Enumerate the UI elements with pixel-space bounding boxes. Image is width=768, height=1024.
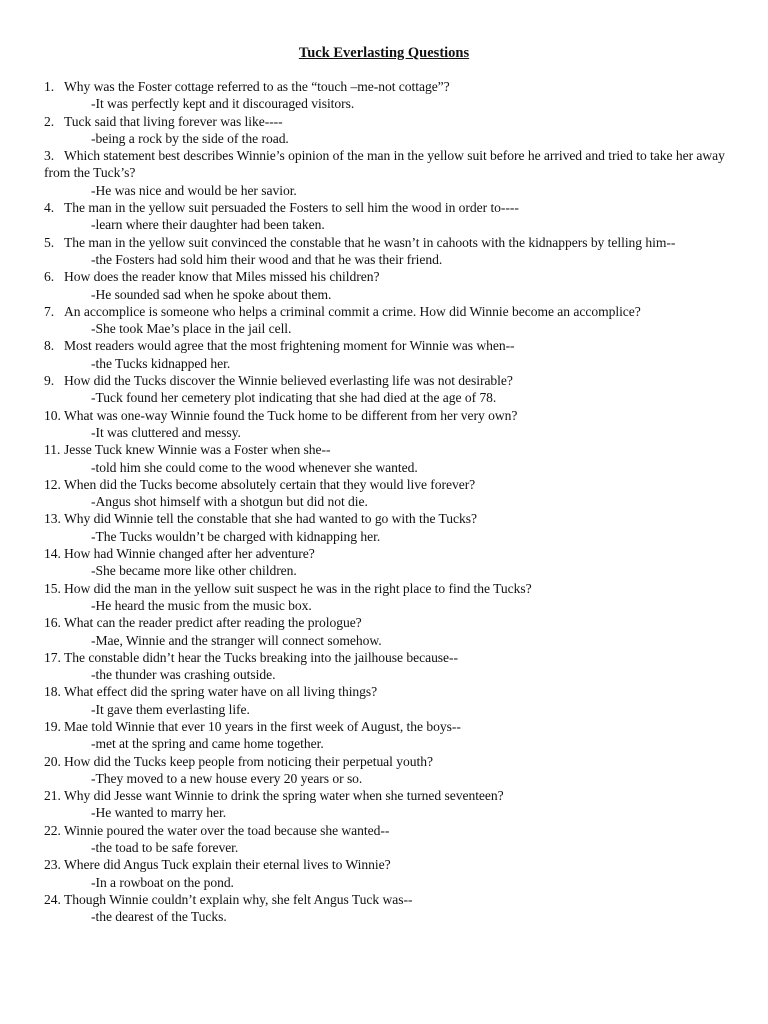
question-body: How did the Tucks keep people from noticing their perpetual youth?	[64, 753, 433, 769]
question-item	[44, 476, 734, 511]
answer-text: -the toad to be safe forever.	[91, 840, 239, 856]
question-number: 21.	[44, 788, 61, 804]
question-body: What effect did the spring water have on all living things?	[64, 684, 378, 700]
question-number: 9.	[44, 373, 55, 389]
question-text	[44, 78, 734, 95]
question-body: Where did Angus Tuck explain their eternal lives to Winnie?	[64, 857, 391, 873]
question-body: When did the Tucks become absolutely certain that they would live forever?	[64, 476, 476, 492]
answer-text: -met at the spring and came home together.	[91, 736, 324, 752]
question-item	[44, 234, 734, 269]
answer-text: -being a rock by the side of the road.	[91, 130, 289, 146]
question-list	[44, 78, 734, 926]
question-body: Tuck said that living forever was like----	[64, 113, 283, 129]
question-number: 19.	[44, 718, 61, 734]
question-text	[44, 407, 734, 424]
answer-text: -He sounded sad when he spoke about them.	[91, 286, 332, 302]
question-number: 22.	[44, 822, 61, 838]
question-body: Why did Winnie tell the constable that she had wanted to go with the Tucks?	[64, 511, 478, 527]
question-item	[44, 753, 734, 788]
question-number: 13.	[44, 511, 61, 527]
question-body: What was one-way Winnie found the Tuck home to be different from her very own?	[64, 407, 518, 423]
question-number: 4.	[44, 200, 55, 216]
question-body: Why did Jesse want Winnie to drink the spring water when she turned seventeen?	[64, 788, 504, 804]
question-item	[44, 649, 734, 684]
question-body: How had Winnie changed after her adventure?	[64, 546, 315, 562]
question-item	[44, 337, 734, 372]
question-item	[44, 441, 734, 476]
question-text	[44, 147, 734, 182]
question-item	[44, 113, 734, 148]
question-item	[44, 856, 734, 891]
question-number: 24.	[44, 891, 61, 907]
question-text	[44, 580, 734, 597]
question-number: 1.	[44, 79, 55, 94]
question-body: Jesse Tuck knew Winnie was a Foster when she--	[64, 442, 331, 458]
question-body: The constable didn’t hear the Tucks breaking into the jailhouse because--	[64, 649, 458, 665]
question-body: Mae told Winnie that ever 10 years in the first week of August, the boys--	[64, 718, 461, 734]
question-body: Winnie poured the water over the toad because she wanted--	[64, 822, 390, 838]
answer-text: -It gave them everlasting life.	[91, 701, 250, 717]
question-number: 5.	[44, 234, 55, 250]
question-text	[44, 787, 734, 804]
answer-text: -told him she could come to the wood whenever she wanted.	[91, 459, 418, 475]
answer-text: -He was nice and would be her savior.	[91, 182, 297, 198]
question-body: Which statement best describes Winnie’s opinion of the man in the yellow suit before he arrived and tried to take her away from the Tuck’s?	[44, 148, 725, 181]
question-text	[44, 856, 734, 873]
answer-text: -the thunder was crashing outside.	[91, 667, 276, 683]
question-number: 7.	[44, 303, 55, 319]
question-item	[44, 787, 734, 822]
question-text	[44, 372, 734, 389]
question-body: The man in the yellow suit convinced the constable that he wasn’t in cahoots with the kidnappers by telling him--	[64, 234, 676, 250]
document-title: Tuck Everlasting Questions	[298, 45, 470, 61]
answer-text: -It was perfectly kept and it discouraged visitors.	[91, 96, 355, 112]
question-text	[44, 614, 734, 631]
question-number: 12.	[44, 476, 61, 492]
answer-text: -the Tucks kidnapped her.	[91, 355, 231, 371]
question-number: 15.	[44, 580, 61, 596]
question-text	[44, 891, 734, 908]
question-text	[44, 234, 734, 251]
question-text	[44, 476, 734, 493]
answer-text: -the dearest of the Tucks.	[91, 909, 227, 925]
question-item	[44, 822, 734, 857]
question-text	[44, 718, 734, 735]
question-number: 18.	[44, 684, 61, 700]
question-body: What can the reader predict after reading the prologue?	[64, 615, 362, 631]
question-item	[44, 891, 734, 926]
question-body: Though Winnie couldn’t explain why, she felt Angus Tuck was--	[64, 891, 413, 907]
question-body: Why was the Foster cottage referred to as the “touch –me-not cottage”?	[64, 79, 450, 94]
answer-text: -It was cluttered and messy.	[91, 424, 241, 440]
answer-text: -In a rowboat on the pond.	[91, 874, 234, 890]
question-text	[44, 545, 734, 562]
question-text	[44, 649, 734, 666]
answer-text: -Mae, Winnie and the stranger will connect somehow.	[91, 632, 382, 648]
question-body: The man in the yellow suit persuaded the Fosters to sell him the wood in order to----	[64, 200, 519, 216]
question-item	[44, 545, 734, 580]
question-text	[44, 822, 734, 839]
question-item	[44, 199, 734, 234]
question-number: 20.	[44, 753, 61, 769]
question-item	[44, 510, 734, 545]
question-number: 6.	[44, 269, 55, 285]
answer-text: -learn where their daughter had been taken.	[91, 217, 325, 233]
question-item	[44, 683, 734, 718]
question-number: 11.	[44, 442, 61, 458]
question-body: How does the reader know that Miles missed his children?	[64, 269, 380, 285]
answer-text: -He heard the music from the music box.	[91, 597, 312, 613]
answer-text: -Angus shot himself with a shotgun but did not die.	[91, 494, 368, 510]
answer-text: -She became more like other children.	[91, 563, 297, 579]
question-body: How did the Tucks discover the Winnie believed everlasting life was not desirable?	[64, 373, 513, 389]
question-item	[44, 407, 734, 442]
question-number: 17.	[44, 649, 61, 665]
question-text	[44, 337, 734, 354]
question-text	[44, 441, 734, 458]
question-number: 23.	[44, 857, 61, 873]
question-text	[44, 683, 734, 700]
question-item	[44, 580, 734, 615]
answer-text: -The Tucks wouldn’t be charged with kidnapping her.	[91, 528, 381, 544]
question-text	[44, 510, 734, 527]
question-item	[44, 718, 734, 753]
question-body: How did the man in the yellow suit suspect he was in the right place to find the Tucks?	[64, 580, 532, 596]
question-number: 14.	[44, 546, 61, 562]
answer-text: -She took Mae’s place in the jail cell.	[91, 321, 292, 337]
question-item	[44, 303, 734, 338]
question-text	[44, 753, 734, 770]
question-number: 2.	[44, 113, 55, 129]
question-item	[44, 614, 734, 649]
question-text	[44, 303, 734, 320]
question-text	[44, 199, 734, 216]
question-number: 3.	[44, 148, 55, 164]
question-item	[44, 78, 734, 113]
question-item	[44, 372, 734, 407]
answer-text: -He wanted to marry her.	[91, 805, 227, 821]
question-text	[44, 113, 734, 130]
question-body: An accomplice is someone who helps a criminal commit a crime. How did Winnie become an accomplice?	[64, 303, 641, 319]
question-number: 8.	[44, 338, 55, 354]
question-number: 16.	[44, 615, 61, 631]
question-item	[44, 147, 734, 199]
answer-text: -Tuck found her cemetery plot indicating that she had died at the age of 78.	[91, 390, 497, 406]
question-number: 10.	[44, 407, 61, 423]
answer-text: -They moved to a new house every 20 years or so.	[91, 770, 363, 786]
answer-text: -the Fosters had sold him their wood and that he was their friend.	[91, 251, 443, 267]
question-item	[44, 268, 734, 303]
question-body: Most readers would agree that the most frightening moment for Winnie was when--	[64, 338, 515, 354]
question-text	[44, 268, 734, 285]
